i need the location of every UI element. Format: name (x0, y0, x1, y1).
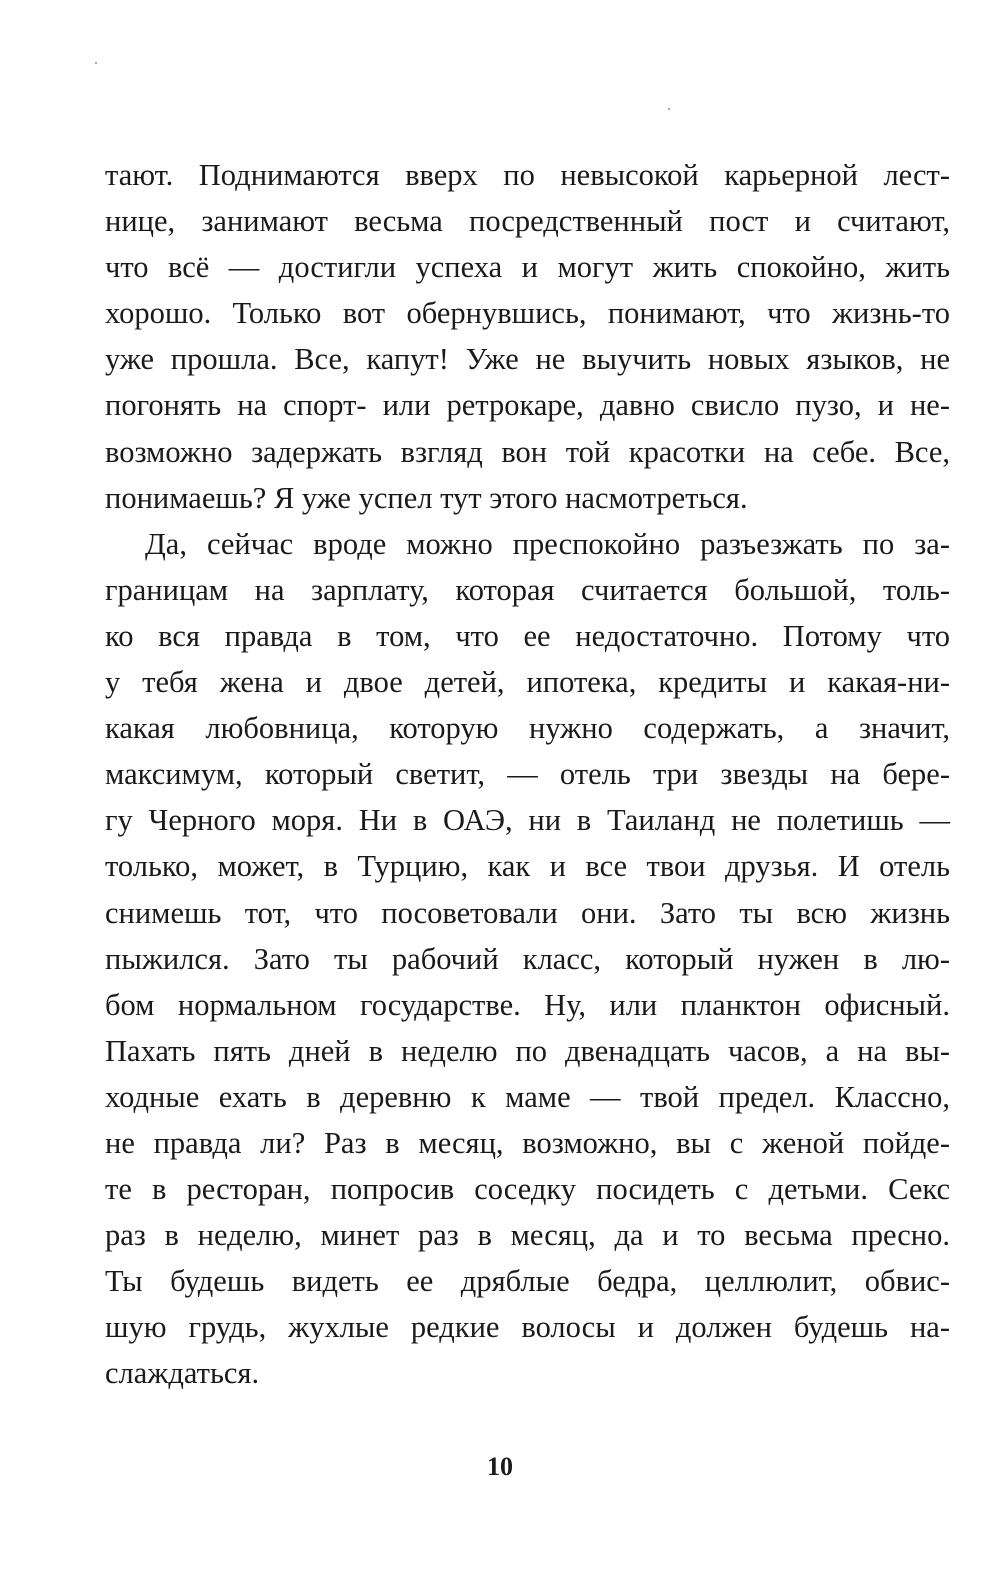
text-line: не правда ли? Раз в месяц, возможно, вы с женой пойде- (105, 1125, 950, 1160)
scan-speck (668, 108, 670, 110)
scan-speck (95, 62, 97, 64)
text-line: только, может, в Турцию, как и все твои друзья. И отель (105, 849, 950, 884)
text-line: Пахать пять дней в неделю по двенадцать часов, а на вы- (105, 1033, 950, 1068)
text-line: Ты будешь видеть ее дряблые бедра, целлюлит, обвис- (105, 1264, 950, 1299)
text-line: возможно задержать взгляд вон той красотки на себе. Все, (105, 434, 950, 469)
text-line: тают. Поднимаются вверх по невысокой карьерной лест- (105, 158, 950, 192)
text-line: раз в неделю, минет раз в месяц, да и то весьма пресно. (105, 1218, 950, 1253)
text-line: ходные ехать в деревню к маме — твой предел. Классно, (105, 1079, 950, 1114)
page-number: 10 (487, 1452, 513, 1481)
text-line: уже прошла. Все, капут! Уже не выучить новых языков, не (105, 342, 950, 377)
text-line: Да, сейчас вроде можно преспокойно разъезжать по за- (145, 526, 950, 561)
text-line: гу Черного моря. Ни в ОАЭ, ни в Таиланд не полетишь — (105, 803, 950, 838)
text-line: максимум, который светит, — отель три звезды на бере- (105, 757, 950, 792)
text-line: у тебя жена и двое детей, ипотека, кредиты и какая-ни- (105, 665, 950, 700)
text-line: хорошо. Только вот обернувшись, понимают, что жизнь-то (105, 296, 950, 331)
text-line: погонять на спорт- или ретрокаре, давно свисло пузо, и не- (105, 388, 950, 423)
text-line: ко вся правда в том, что ее недостаточно. Потому что (105, 618, 950, 653)
text-line: слаждаться. (105, 1356, 260, 1391)
text-line: шую грудь, жухлые редкие волосы и должен будешь на- (105, 1310, 950, 1345)
text-line: понимаешь? Я уже успел тут этого насмотреться. (105, 480, 748, 515)
body-text (105, 152, 950, 1397)
text-line: пыжился. Зато ты рабочий класс, который нужен в лю- (105, 941, 950, 976)
text-line: бом нормальном государстве. Ну, или планктон офисный. (105, 987, 950, 1022)
text-line: те в ресторан, попросив соседку посидеть с детьми. Секс (105, 1172, 950, 1207)
text-line: что всё — достигли успеха и могут жить спокойно, жить (105, 250, 950, 285)
text-line: границам на зарплату, которая считается большой, толь- (105, 572, 950, 607)
text-line: нице, занимают весьма посредственный пост и считают, (105, 204, 950, 239)
text-line: какая любовница, которую нужно содержать, а значит, (105, 711, 950, 746)
text-line: снимешь тот, что посоветовали они. Зато ты всю жизнь (105, 895, 950, 930)
